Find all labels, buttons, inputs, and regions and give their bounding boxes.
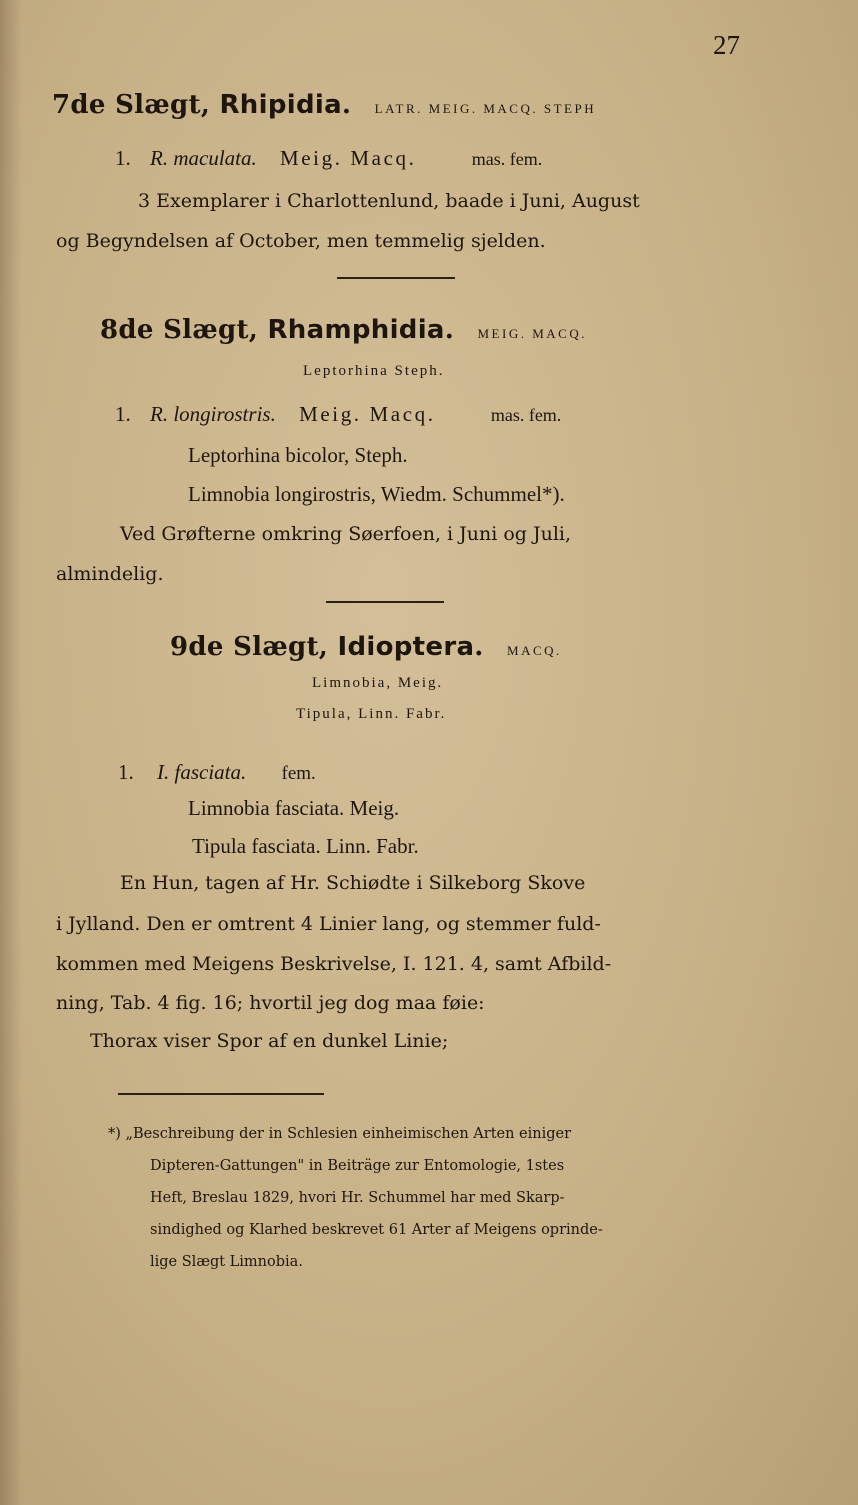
- page-number: 27: [713, 30, 740, 60]
- species-sex: mas. fem.: [490, 405, 562, 425]
- heading-synonym: Tipula, Linn. Fabr.: [296, 706, 447, 722]
- synonym-line: Tipula fasciata. Linn. Fabr.: [192, 834, 419, 858]
- genus-name: Rhipidia: [219, 90, 342, 120]
- heading-prefix: 8de Slægt,: [100, 315, 259, 345]
- heading-authors: MEIG. MACQ.: [477, 326, 587, 341]
- species-number: 1.: [118, 760, 134, 784]
- species-number: 1.: [115, 402, 131, 426]
- genus-name: Idioptera: [337, 632, 475, 662]
- text-line: almindelig.: [56, 563, 164, 585]
- synonym-line: Limnobia longirostris, Wiedm. Schummel*).: [188, 482, 565, 506]
- text-line: ning, Tab. 4 fig. 16; hvortil jeg dog maa føie:: [56, 992, 485, 1014]
- text-line: 3 Exemplarer i Charlottenlund, baade i Juni, August: [138, 190, 640, 212]
- heading-synonym: Leptorhina Steph.: [303, 363, 445, 379]
- footnote-line: sindighed og Klarhed beskrevet 61 Arter af Meigens oprinde-: [150, 1222, 603, 1238]
- species-line: [115, 402, 561, 427]
- species-line: [118, 760, 316, 785]
- genus-name: Rhamphidia: [267, 315, 445, 345]
- species-name: I. fasciata.: [157, 760, 247, 784]
- species-authority: Meig. Macq.: [279, 146, 417, 170]
- text-line: i Jylland. Den er omtrent 4 Linier lang, og stemmer fuld-: [56, 913, 601, 935]
- footnote-line: lige Slægt Limnobia.: [150, 1254, 303, 1270]
- synonym-line: Leptorhina bicolor, Steph.: [188, 443, 408, 467]
- text-line: En Hun, tagen af Hr. Schiødte i Silkeborg Skove: [120, 872, 586, 894]
- heading-authors: LATR. MEIG. MACQ. STEPH: [374, 101, 597, 116]
- species-line: [115, 146, 542, 171]
- synonym-line: Limnobia fasciata. Meig.: [188, 796, 400, 820]
- species-name: R. longirostris.: [150, 402, 276, 426]
- heading-authors: MACQ.: [507, 643, 562, 658]
- heading-prefix: 9de Slægt,: [170, 632, 329, 662]
- heading-synonym: Limnobia, Meig.: [312, 675, 444, 691]
- text-line: Ved Grøfterne omkring Søerfoen, i Juni og Juli,: [120, 523, 572, 545]
- section-7-heading: 7de Slægt, Rhipidia. LATR. MEIG. MACQ. STEPH: [52, 90, 597, 120]
- species-sex: mas. fem.: [471, 149, 543, 169]
- text-line: og Begyndelsen af October, men temmelig sjelden.: [56, 230, 546, 252]
- footnote-line: Heft, Breslau 1829, hvori Hr. Schummel har med Skarp-: [150, 1190, 565, 1206]
- section-8-heading: 8de Slægt, Rhamphidia. MEIG. MACQ.: [100, 315, 587, 345]
- text-line: kommen med Meigens Beskrivelse, I. 121. 4, samt Afbild-: [56, 953, 612, 975]
- section-divider: [326, 601, 444, 603]
- species-number: 1.: [115, 146, 131, 170]
- footnote-line: Dipteren-Gattungen" in Beiträge zur Entomologie, 1stes: [150, 1158, 565, 1174]
- section-9-heading: 9de Slægt, Idioptera. MACQ.: [170, 632, 562, 662]
- species-authority: Meig. Macq.: [299, 402, 436, 426]
- section-divider: [337, 277, 455, 279]
- footnote-line: *) „Beschreibung der in Schlesien einheimischen Arten einiger: [108, 1126, 572, 1142]
- heading-prefix: 7de Slægt,: [52, 90, 211, 120]
- footnote-rule: [118, 1093, 324, 1095]
- species-name: R. maculata.: [150, 146, 257, 170]
- text-line: Thorax viser Spor af en dunkel Linie;: [90, 1030, 449, 1052]
- species-sex: fem.: [281, 763, 316, 784]
